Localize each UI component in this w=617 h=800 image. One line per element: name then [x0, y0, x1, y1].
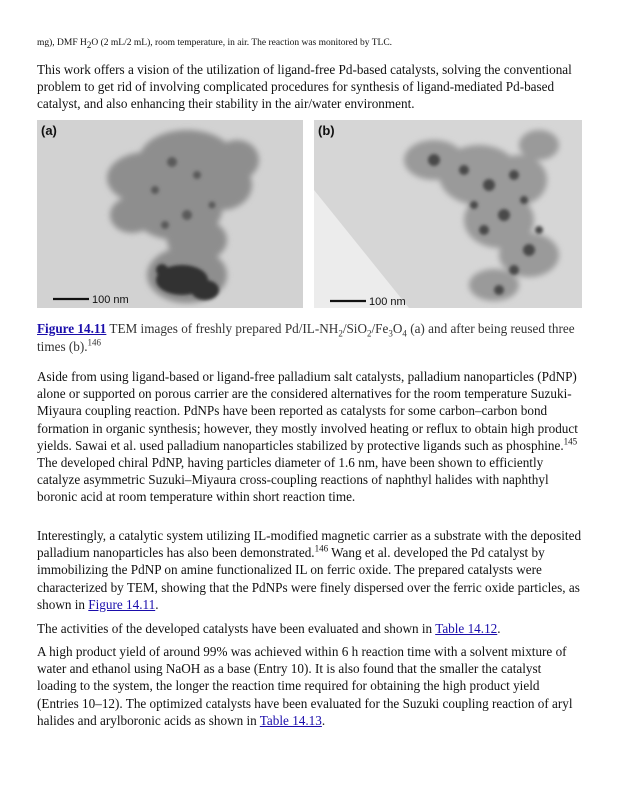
magnetic-text-3: . [155, 596, 159, 612]
pdnp-text-1: Aside from using ligand-based or ligand-free palladium salt catalysts, palladium nanoparticles (PdNP) alone or supported on porous carrier are the considered alternatives for the room temperature Suzuki-Miyaura coupling reaction. PdNPs have been reported as catalysts for some carbon–carbon bond formation in organic synthesis; however, they mostly involved heating or reflux to obtain high product yields. Sawai et al. used palladium nanoparticles stabilized by protective ligands such as phosphine. [37, 369, 578, 453]
figure-14-11-inline-link[interactable]: Figure 14.11 [88, 596, 156, 612]
scale-label-b: 100 nm [369, 296, 406, 308]
figure-caption [37, 320, 582, 355]
pdnp-paragraph [37, 368, 582, 506]
table-14-12-link[interactable]: Table 14.12 [435, 621, 498, 636]
caption-sub-4: 4 [402, 328, 407, 339]
tem-panel-b [314, 120, 582, 308]
caption-sub-1: 2 [338, 328, 343, 339]
tem-image-a [37, 120, 303, 308]
activities-paragraph [37, 620, 582, 637]
caption-text-2: /SiO [342, 321, 367, 336]
panel-b-label: (b) [318, 123, 335, 138]
intro-paragraph: This work offers a vision of the utilization of ligand-free Pd-based catalysts, solving the conventional problem to get rid of involving complicated procedures for synthesis of ligand-mediated Pd-based catalyst, and also enhancing their stability in the air/water environment. [37, 62, 572, 112]
table-14-13-link[interactable]: Table 14.13 [259, 712, 322, 728]
high-yield-paragraph [37, 643, 582, 729]
magnetic-text-2: Wang et al. developed the Pd catalyst by immobilizing the PdNP on amine functionalized IL on ferric oxide. The prepared catalysts were characterized by TEM, showing that the PdNPs were finely dispersed over the ferric oxide particles, as shown in [37, 545, 580, 612]
caption-sub-2: 2 [367, 328, 372, 339]
figure-14-11-link[interactable]: Figure 14.11 [37, 321, 107, 336]
high-yield-text-1: A high product yield of around 99% was achieved within 6 h reaction time with a solvent mixture of water and ethanol using NaOH as a base (Entry 10). It is also found that the smaller the catalyst loading to the system, the longer the reaction time required for obtaining the high product yield (Entries 10–12). The optimized catalysts have been evaluated for the Suzuki coupling reaction of aryl halides and arylboronic acids as shown in [37, 644, 573, 728]
pdnp-citation: 145 [563, 436, 578, 447]
scale-label-a: 100 nm [92, 294, 129, 306]
tem-panel-a [37, 120, 303, 308]
footnote-text-2: O (2 mL/2 mL), room temperature, in air. The reaction was monitored by TLC. [91, 38, 393, 48]
panel-a-label: (a) [41, 123, 57, 138]
caption-text-5: (a) and after being reused three times (b). [37, 321, 575, 354]
caption-text-1: TEM images of freshly prepared Pd/IL-NH [106, 321, 339, 336]
footnote-text-1: mg), DMF H [37, 38, 87, 48]
high-yield-text-2: . [321, 712, 326, 728]
caption-text-3: /Fe [371, 321, 389, 336]
table-footnote [37, 37, 597, 49]
pdnp-text-2: The developed chiral PdNP, having particles diameter of 1.6 nm, have been shown to efficiently catalyze asymmetric Suzuki–Miyaura cross-coupling reactions of naphthyl halides with naphthyl boronic acid at room temperature within short reaction time. [37, 455, 549, 505]
magnetic-citation: 146 [314, 543, 329, 554]
caption-text-4: O [392, 321, 403, 336]
footnote-subscript: 2 [86, 39, 92, 50]
activities-text-2: . [497, 621, 501, 636]
tem-image-b [314, 120, 582, 308]
magnetic-carrier-paragraph [37, 527, 582, 613]
figure-14-11 [37, 120, 582, 310]
caption-citation: 146 [87, 337, 102, 348]
activities-text-1: The activities of the developed catalysts have been evaluated and shown in [37, 621, 436, 636]
caption-sub-3: 3 [388, 328, 393, 339]
magnetic-text-1: Interestingly, a catalytic system utilizing IL-modified magnetic carrier as a substrate with the deposited palladium nanoparticles has also been demonstrated. [37, 528, 582, 561]
